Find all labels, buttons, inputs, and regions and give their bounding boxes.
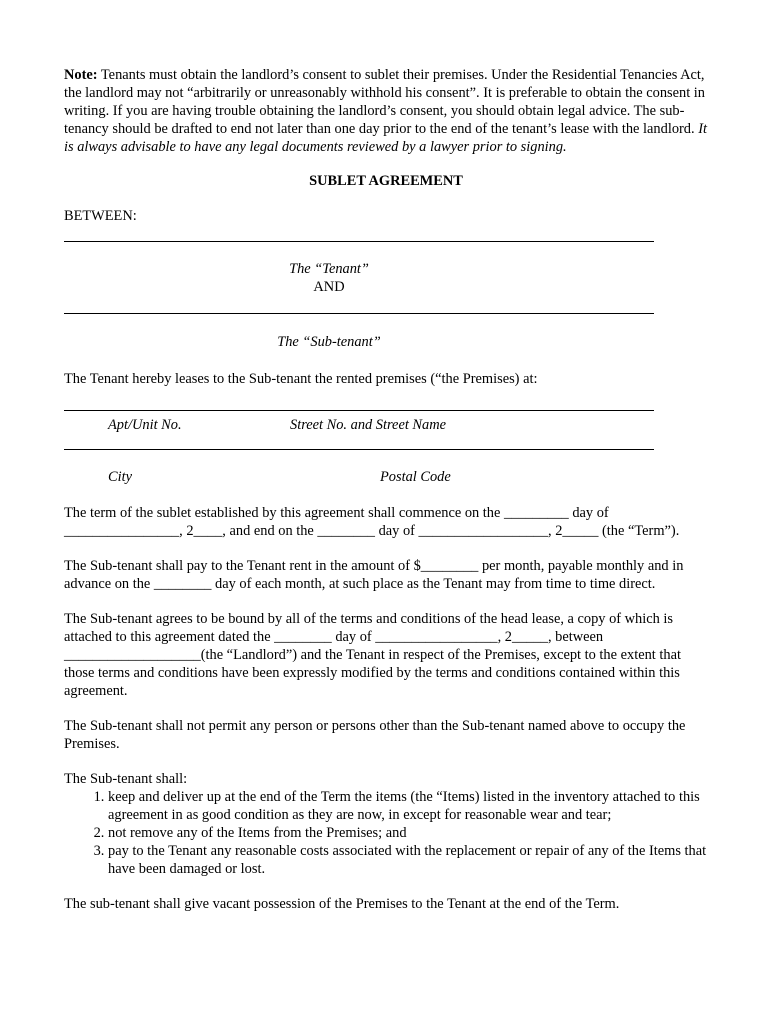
- address-row-1: [64, 417, 708, 435]
- term-paragraph: The term of the sublet established by this agreement shall commence on the _________ day of ________________, 2____, and end on the ________ day of __________________, 2_____ (the “Term”).: [64, 505, 680, 539]
- tenant-name-line: [64, 241, 654, 242]
- and-label: AND: [313, 279, 345, 295]
- apt-unit-label: Apt/Unit No.: [108, 417, 182, 433]
- tenant-label: The “Tenant”: [289, 261, 369, 277]
- document-title: SUBLET AGREEMENT: [309, 173, 463, 189]
- head-lease-paragraph: The Sub-tenant agrees to be bound by all of the terms and conditions of the head lease, a copy of which is attached to this agreement dated the ________ day of _________________, 2_____, between ___________________(the “Landlord”) and the Tenant in respect of the Premises, except to the extent that those terms and conditions have been expressly modified by the terms and conditions contained within this agreement.: [64, 611, 681, 699]
- list-item: 3. pay to the Tenant any reasonable costs associated with the replacement or repair of any of the Items that have been damaged or lost.: [108, 842, 708, 878]
- address-line-1: [64, 410, 654, 411]
- subtenant-name-line: [64, 313, 654, 314]
- city-label: City: [108, 469, 132, 485]
- note-paragraph: [64, 66, 708, 156]
- note-text: Tenants must obtain the landlord’s consent to sublet their premises. Under the Residential Tenancies Act, the landlord may not “arbitrarily or unreasonably withhold his consent”. It is preferable to obtain the consent in writing. If you are having trouble obtaining the landlord’s consent, you should obtain legal advice. The sub-tenancy should be drafted to end not later than one day prior to the end of the tenant’s lease with the landlord.: [64, 67, 706, 137]
- list-item: 2. not remove any of the Items from the Premises; and: [108, 824, 708, 842]
- document-page: [64, 66, 708, 913]
- list-item: 1. keep and deliver up at the end of the Term the items (the “Items) listed in the inventory attached to this agreement in as good condition as they are now, in except for reasonable wear and tear;: [108, 788, 708, 824]
- address-line-2: [64, 449, 654, 450]
- occupancy-paragraph: The Sub-tenant shall not permit any person or persons other than the Sub-tenant named above to occupy the Premises.: [64, 718, 686, 752]
- address-row-2: [64, 469, 708, 487]
- note-label: Note:: [64, 67, 98, 83]
- vacant-possession-paragraph: The sub-tenant shall give vacant possession of the Premises to the Tenant at the end of the Term.: [64, 896, 620, 912]
- note-italic: It is always advisable to have any legal documents reviewed by a lawyer prior to signing.: [64, 121, 707, 155]
- obligations-list: [64, 788, 708, 878]
- postal-code-label: Postal Code: [380, 469, 451, 485]
- street-label: Street No. and Street Name: [290, 417, 447, 433]
- obligations-intro: The Sub-tenant shall:: [64, 771, 188, 787]
- between-label: BETWEEN:: [64, 208, 137, 224]
- rent-paragraph: The Sub-tenant shall pay to the Tenant rent in the amount of $________ per month, payable monthly and in advance on the ________ day of each month, at such place as the Tenant may from time to time direct.: [64, 558, 684, 592]
- subtenant-label: The “Sub-tenant”: [277, 334, 381, 350]
- leases-paragraph: The Tenant hereby leases to the Sub-tenant the rented premises (“the Premises) at:: [64, 371, 538, 387]
